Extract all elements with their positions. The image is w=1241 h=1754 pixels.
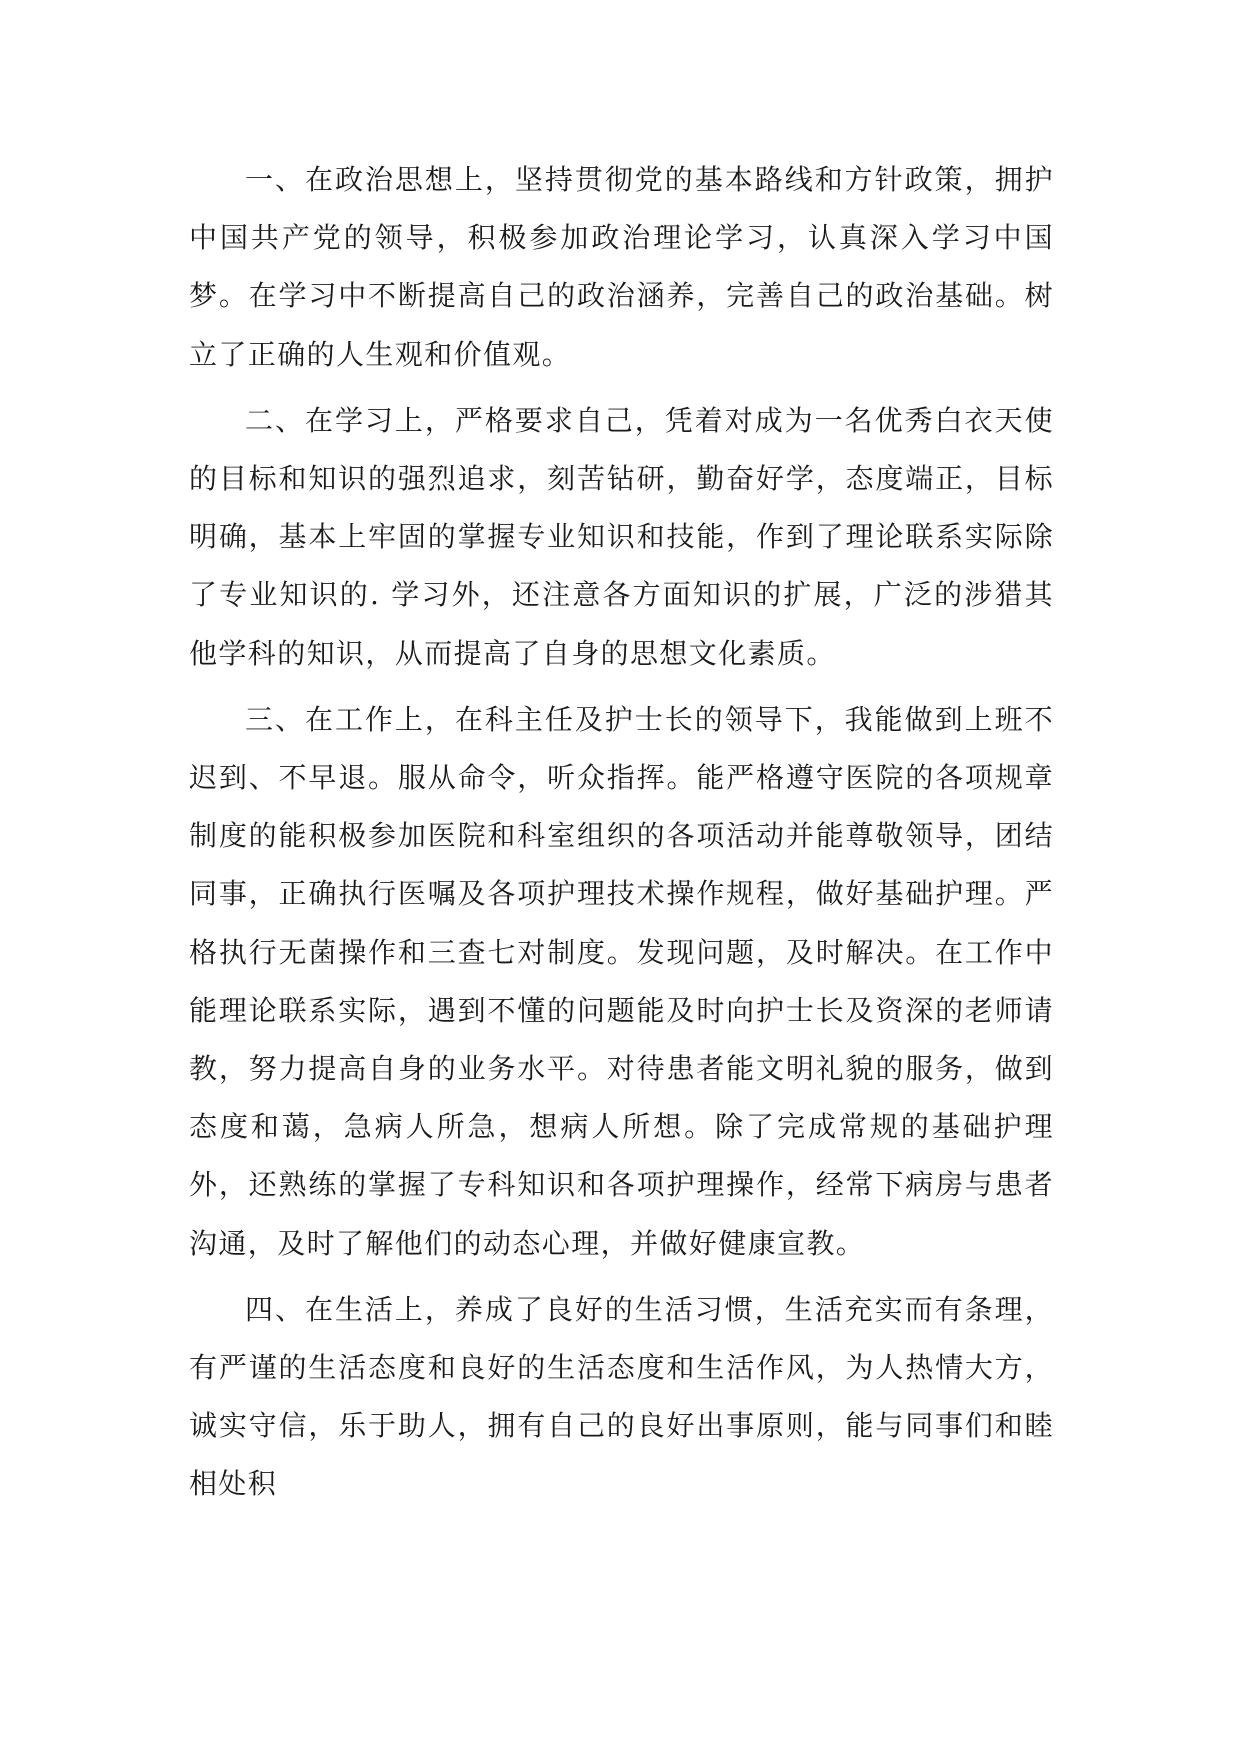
document-body — [189, 151, 1054, 1514]
paragraph-study: 二、在学习上，严格要求自己，凭着对成为一名优秀白衣天使的目标和知识的强烈追求，刻苦钻研，勤奋好学，态度端正，目标明确，基本上牢固的掌握专业知识和技能，作到了理论联系实际除了专业知识的. 学习外，还注意各方面知识的扩展，广泛的涉猎其他学科的知识，从而提高了自身的思想文化素质。 — [189, 403, 1054, 670]
paragraph-work: 三、在工作上，在科主任及护士长的领导下，我能做到上班不迟到、不早退。服从命令，听众指挥。能严格遵守医院的各项规章制度的能积极参加医院和科室组织的各项活动并能尊敬领导，团结同事，正确执行医嘱及各项护理技术操作规程，做好基础护理。严格执行无菌操作和三查七对制度。发现问题，及时解决。在工作中能理论联系实际，遇到不懂的问题能及时向护士长及资深的老师请教，努力提高自身的业务水平。对待患者能文明礼貌的服务，做到态度和蔼，急病人所急，想病人所想。除了完成常规的基础护理外，还熟练的掌握了专科知识和各项护理操作，经常下病房与患者沟通，及时了解他们的动态心理，并做好健康宣教。 — [189, 702, 1054, 1260]
paragraph-life: 四、在生活上，养成了良好的生活习惯，生活充实而有条理，有严谨的生活态度和良好的生活态度和生活作风，为人热情大方，诚实守信，乐于助人，拥有自己的良好出事原则，能与同事们和睦相处积 — [189, 1292, 1054, 1501]
paragraph-political: 一、在政治思想上，坚持贯彻党的基本路线和方针政策，拥护中国共产党的领导，积极参加政治理论学习，认真深入学习中国梦。在学习中不断提高自己的政治涵养，完善自己的政治基础。树立了正确的人生观和价值观。 — [189, 163, 1054, 371]
